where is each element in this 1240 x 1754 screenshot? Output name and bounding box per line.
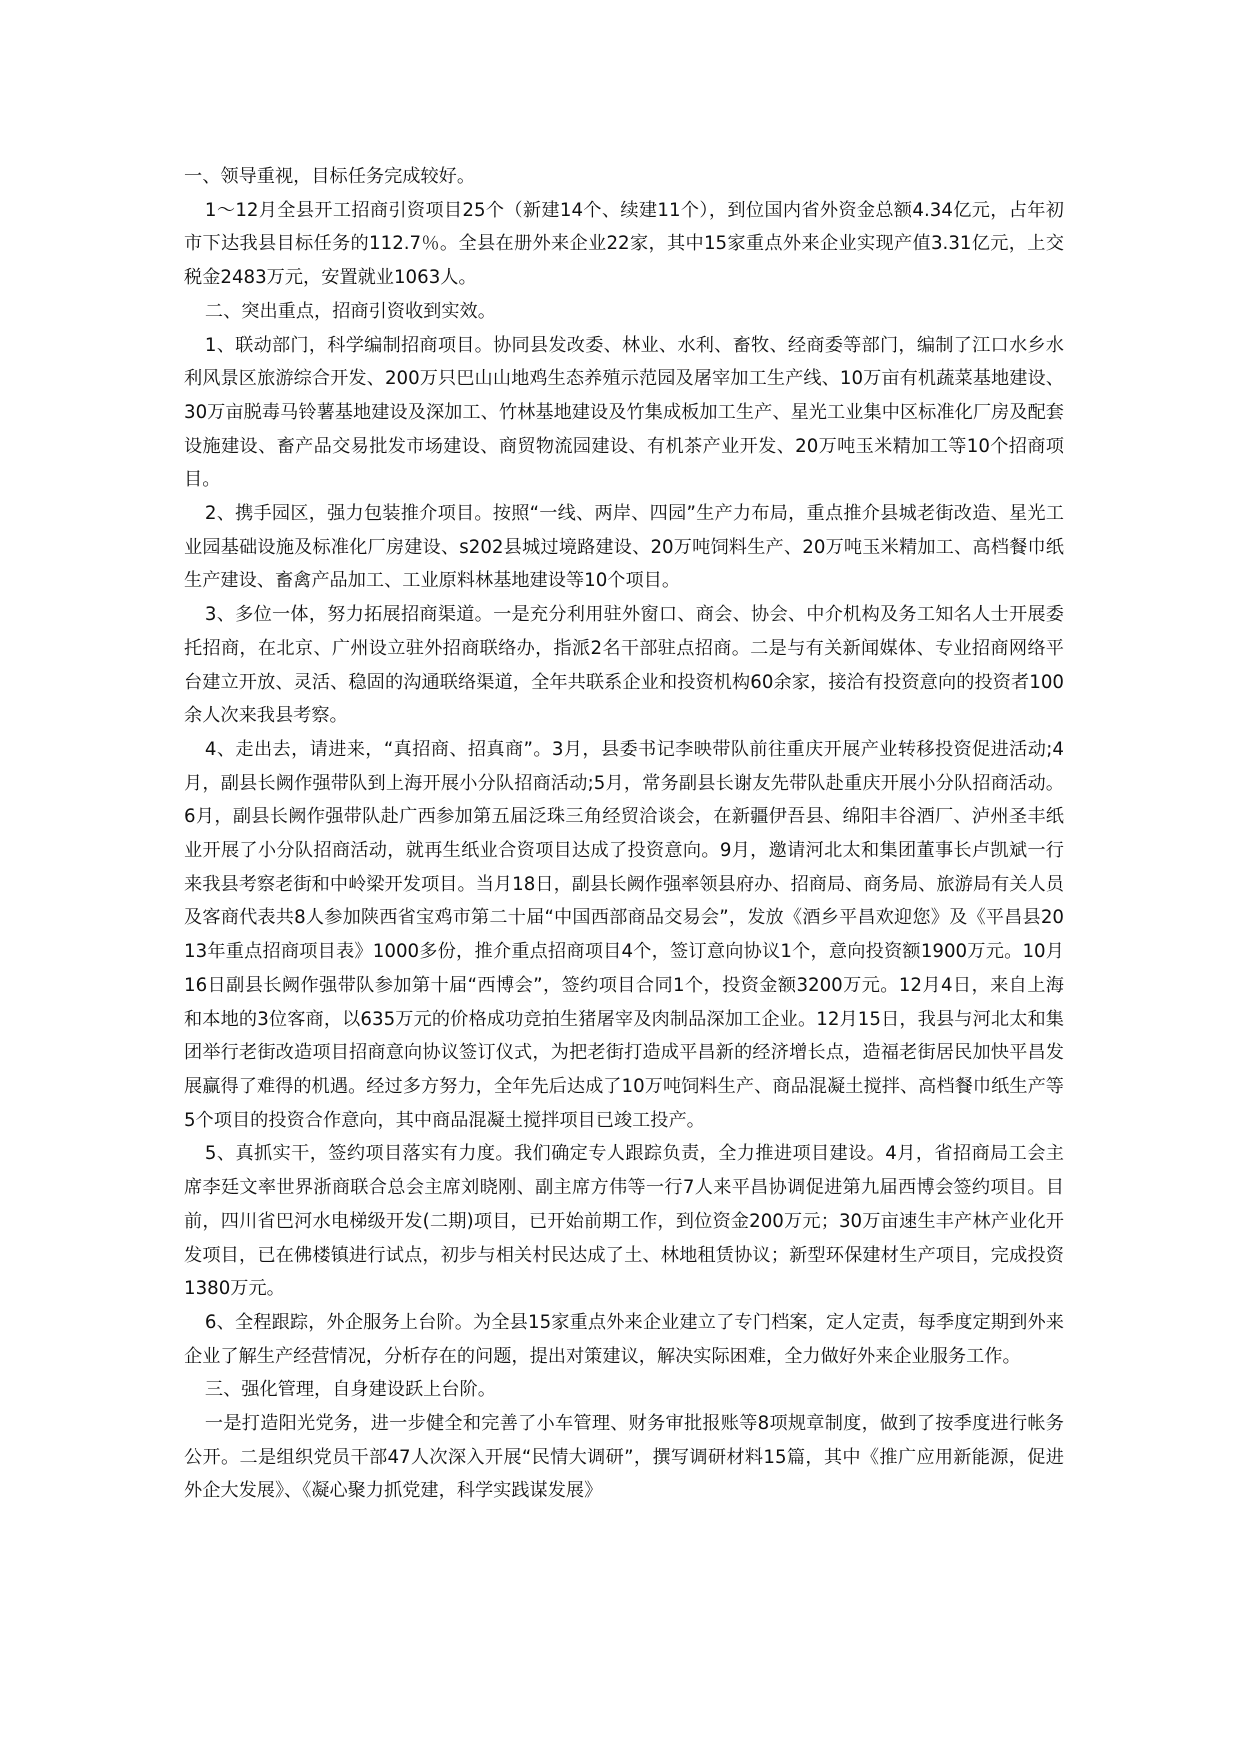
section-heading-3: 三、强化管理，自身建设跃上台阶。: [204, 1379, 496, 1401]
section-heading-1: 一、领导重视，目标任务完成较好。: [184, 166, 476, 187]
document-body: [184, 160, 1064, 1508]
paragraph-item-1: 1、联动部门，科学编制招商项目。协同县发改委、林业、水利、畜牧、经商委等部门，编制了江口水乡水利风景区旅游综合开发、200万只巴山山地鸡生态养殖示范园及屠宰加工生产线、10万亩有机蔬菜基地建设、30万亩脱毒马铃薯基地建设及深加工、竹林基地建设及竹集成板加工生产、星光工业集中区标准化厂房及配套设施建设、畜产品交易批发市场建设、商贸物流园建设、有机茶产业开发、20万吨玉米精加工等10个招商项目。: [184, 334, 1064, 491]
paragraph-item-2: 2、携手园区，强力包装推介项目。按照“一线、两岸、四园”生产力布局，重点推介县城老街改造、星光工业园基础设施及标准化厂房建设、s202县城过境路建设、20万吨饲料生产、20万吨玉米精加工、高档餐巾纸生产建设、畜禽产品加工、工业原料林基地建设等10个项目。: [184, 503, 1064, 592]
paragraph-item-4: 4、走出去，请进来，“真招商、招真商”。3月，县委书记李映带队前往重庆开展产业转移投资促进活动;4月，副县长阙作强带队到上海开展小分队招商活动;5月，常务副县长谢友先带队赴重庆开展小分队招商活动。6月，副县长阙作强带队赴广西参加第五届泛珠三角经贸洽谈会，在新疆伊吾县、绵阳丰谷酒厂、泸州圣丰纸业开展了小分队招商活动，就再生纸业合资项目达成了投资意向。9月，邀请河北太和集团董事长卢凯斌一行来我县考察老街和中岭梁开发项目。当月18日，副县长阙作强率领县府办、招商局、商务局、旅游局有关人员及客商代表共8人参加陕西省宝鸡市第二十届“中国西部商品交易会”，发放《酒乡平昌欢迎您》及《平昌县2013年重点招商项目表》1000多份，推介重点招商项目4个，签订意向协议1个，意向投资额1900万元。10月16日副县长阙作强带队参加第十届“西博会”，签约项目合同1个，投资金额3200万元。12月4日，来自上海和本地的3位客商，以635万元的价格成功竞拍生猪屠宰及肉制品深加工企业。12月15日，我县与河北太和集团举行老街改造项目招商意向协议签订仪式，为把老街打造成平昌新的经济增长点，造福老街居民加快平昌发展赢得了难得的机遇。经过多方努力，全年先后达成了10万吨饲料生产、商品混凝土搅拌、高档餐巾纸生产等5个项目的投资合作意向，其中商品混凝土搅拌项目已竣工投产。: [184, 738, 1064, 1131]
paragraph-item-5: 5、真抓实干，签约项目落实有力度。我们确定专人跟踪负责，全力推进项目建设。4月，省招商局工会主席李廷文率世界浙商联合总会主席刘晓刚、副主席方伟等一行7人来平昌协调促进第九届西博会签约项目。目前，四川省巴河水电梯级开发(二期)项目，已开始前期工作，到位资金200万元；30万亩速生丰产林产业化开发项目，已在佛楼镇进行试点，初步与相关村民达成了土、林地租赁协议；新型环保建材生产项目，完成投资1380万元。: [184, 1143, 1064, 1300]
paragraph-item-6: 6、全程跟踪，外企服务上台阶。为全县15家重点外来企业建立了专门档案，定人定责，每季度定期到外来企业了解生产经营情况，分析存在的问题，提出对策建议，解决实际困难，全力做好外来企业服务工作。: [184, 1311, 1064, 1367]
paragraph-summary-stats: 1～12月全县开工招商引资项目25个（新建14个、续建11个），到位国内省外资金总额4.34亿元，占年初市下达我县目标任务的112.7％。全县在册外来企业22家，其中15家重点外来企业实现产值3.31亿元，上交税金2483万元，安置就业1063人。: [184, 199, 1064, 289]
paragraph-management: 一是打造阳光党务，进一步健全和完善了小车管理、财务审批报账等8项规章制度，做到了按季度进行帐务公开。二是组织党员干部47人次深入开展“民情大调研”，撰写调研材料15篇，其中《推广应用新能源，促进外企大发展》、《凝心聚力抓党建，科学实践谋发展》: [184, 1413, 1064, 1502]
paragraph-item-3: 3、多位一体，努力拓展招商渠道。一是充分利用驻外窗口、商会、协会、中介机构及务工知名人士开展委托招商，在北京、广州设立驻外招商联络办，指派2名干部驻点招商。二是与有关新闻媒体、专业招商网络平台建立开放、灵活、稳固的沟通联络渠道，全年共联系企业和投资机构60余家，接洽有投资意向的投资者100余人次来我县考察。: [184, 604, 1064, 727]
section-heading-2: 二、突出重点，招商引资收到实效。: [204, 300, 496, 322]
